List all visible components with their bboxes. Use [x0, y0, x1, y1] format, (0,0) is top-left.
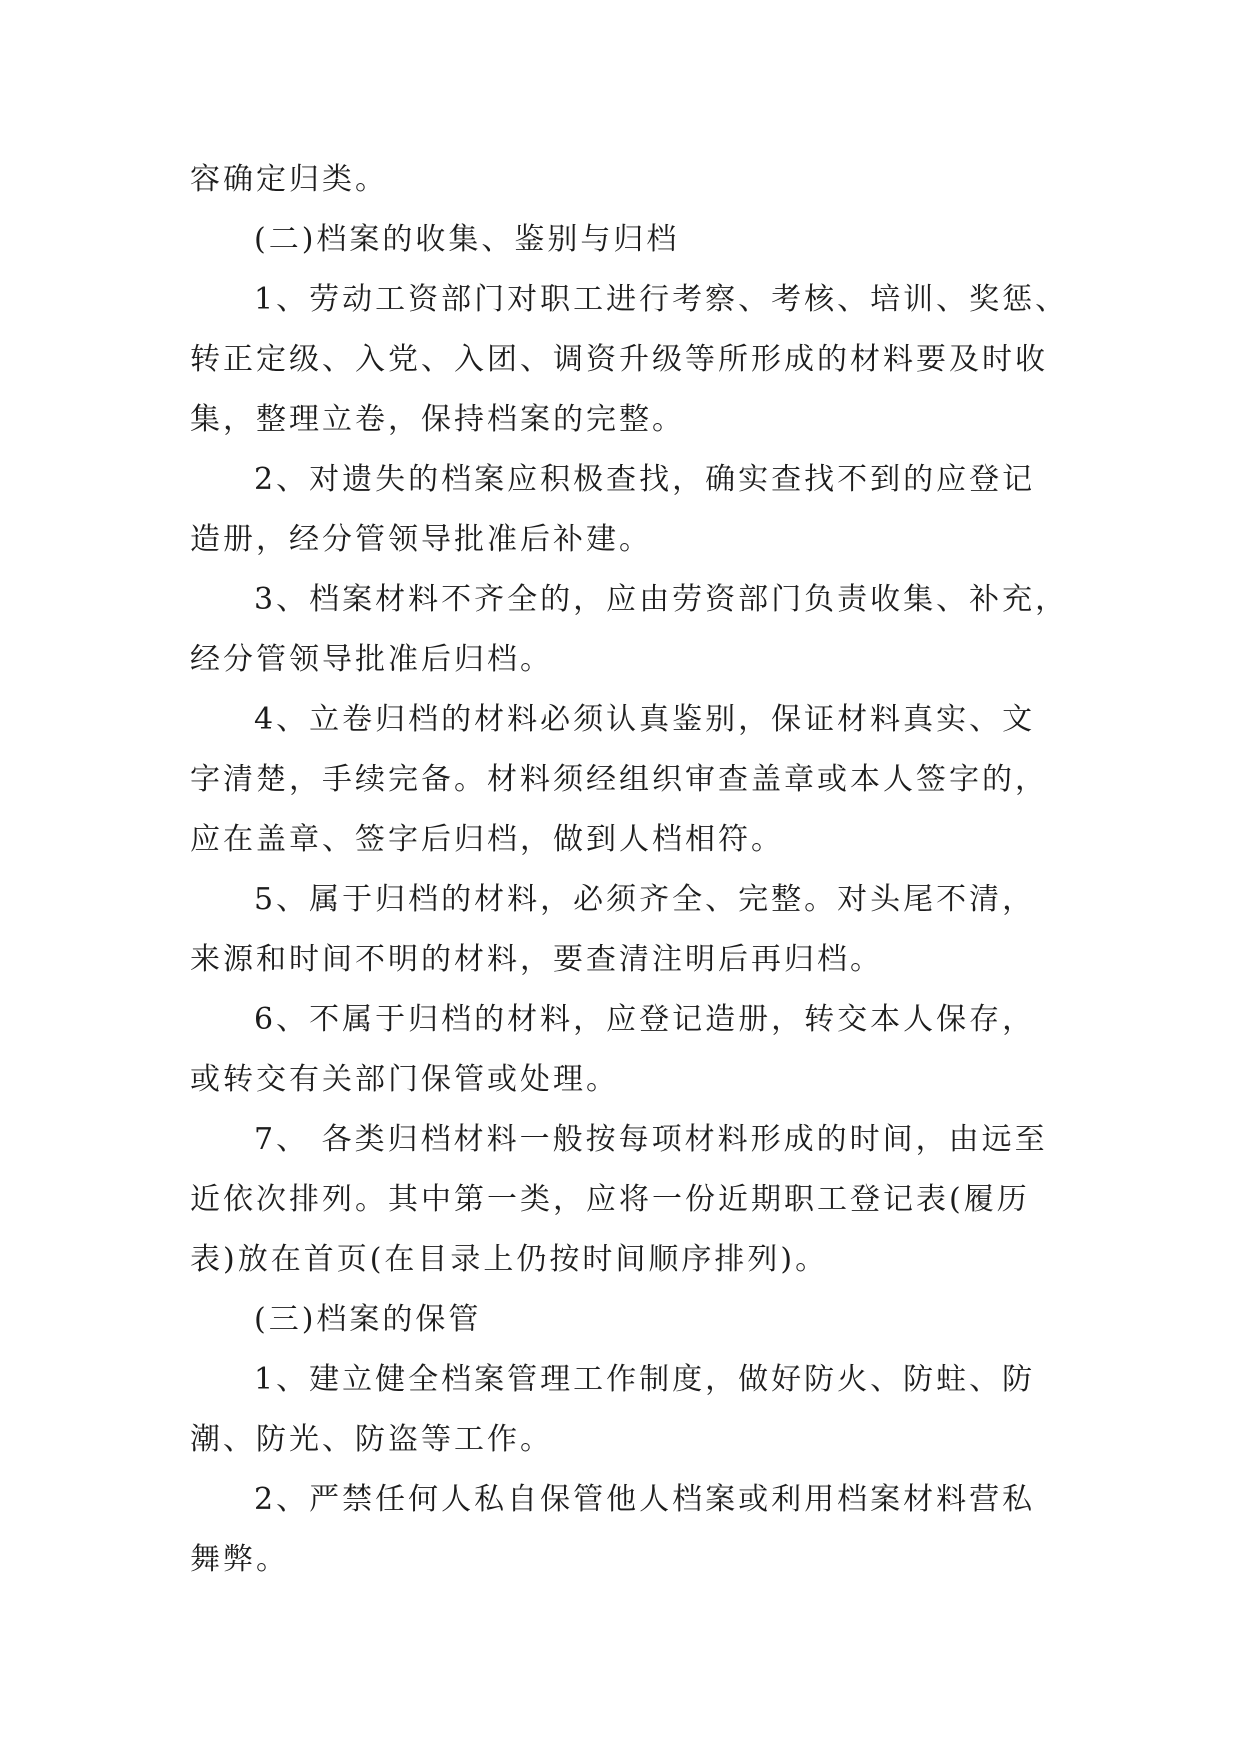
text-line: 3、档案材料不齐全的，应由劳资部门负责收集、补充，	[254, 582, 1069, 617]
text-line: (三)档案的保管	[254, 1302, 482, 1337]
text-line: (二)档案的收集、鉴别与归档	[254, 222, 680, 257]
text-line: 字清楚，手续完备。材料须经组织审查盖章或本人签字的，	[190, 762, 1048, 797]
text-line: 6、不属于归档的材料，应登记造册，转交本人保存，	[254, 1002, 1036, 1037]
text-line: 集，整理立卷，保持档案的完整。	[190, 402, 685, 437]
text-line: 5、属于归档的材料，必须齐全、完整。对头尾不清，	[254, 882, 1036, 917]
text-line: 1、建立健全档案管理工作制度，做好防火、防蛀、防	[254, 1362, 1036, 1397]
text-line: 2、对遗失的档案应积极查找，确实查找不到的应登记	[254, 462, 1036, 497]
text-line: 7、 各类归档材料一般按每项材料形成的时间，由远至	[254, 1122, 1048, 1157]
text-line: 或转交有关部门保管或处理。	[190, 1062, 619, 1097]
text-line: 2、严禁任何人私自保管他人档案或利用档案材料营私	[254, 1482, 1036, 1517]
text-line: 近依次排列。其中第一类，应将一份近期职工登记表(履历	[190, 1182, 1030, 1217]
text-line: 容确定归类。	[190, 162, 388, 197]
text-line: 潮、防光、防盗等工作。	[190, 1422, 553, 1457]
text-line: 舞弊。	[190, 1542, 289, 1577]
text-line: 表)放在首页(在目录上仍按时间顺序排列)。	[190, 1242, 829, 1277]
text-line: 转正定级、入党、入团、调资升级等所形成的材料要及时收	[190, 342, 1048, 377]
document-body	[190, 150, 1069, 1590]
text-line: 应在盖章、签字后归档，做到人档相符。	[190, 822, 784, 857]
text-line: 1、劳动工资部门对职工进行考察、考核、培训、奖惩、	[254, 282, 1069, 317]
text-line: 经分管领导批准后归档。	[190, 642, 553, 677]
text-line: 来源和时间不明的材料，要查清注明后再归档。	[190, 942, 883, 977]
text-line: 造册，经分管领导批准后补建。	[190, 522, 652, 557]
text-line: 4、立卷归档的材料必须认真鉴别，保证材料真实、文	[254, 702, 1036, 737]
